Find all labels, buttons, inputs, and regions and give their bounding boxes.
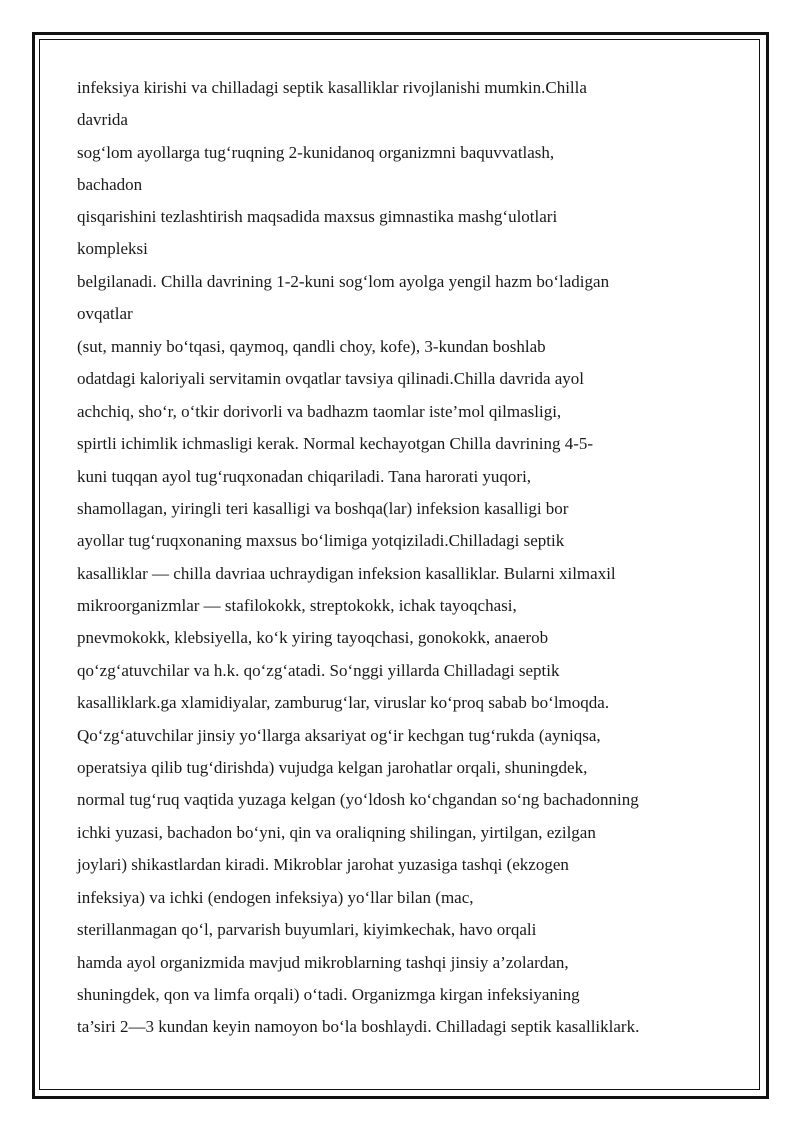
- text-line: operatsiya qilib tug‘dirishda) vujudga kelgan jarohatlar orqali, shuningdek,: [77, 758, 588, 777]
- text-line: qo‘zg‘atuvchilar va h.k. qo‘zg‘atadi. So‘nggi yillarda Chilladagi septik: [77, 661, 560, 680]
- text-line: qisqarishini tezlashtirish maqsadida maxsus gimnastika mashg‘ulotlari: [77, 207, 558, 226]
- text-line: Qo‘zg‘atuvchilar jinsiy yo‘llarga aksariyat og‘ir kechgan tug‘rukda (ayniqsa,: [77, 726, 601, 745]
- text-line: ta’siri 2—3 kundan keyin namoyon bo‘la boshlaydi. Chilladagi septik kasalliklark.: [77, 1017, 640, 1036]
- text-line: odatdagi kaloriyali servitamin ovqatlar tavsiya qilinadi.Chilla davrida ayol: [77, 369, 585, 388]
- text-line: infeksiya) va ichki (endogen infeksiya) yo‘llar bilan (mac,: [77, 888, 474, 907]
- text-line: pnevmokokk, klebsiyella, ko‘k yiring tayoqchasi, gonokokk, anaerob: [77, 628, 549, 647]
- text-line: hamda ayol organizmida mavjud mikroblarning tashqi jinsiy a’zolardan,: [77, 953, 569, 972]
- text-line: achchiq, sho‘r, o‘tkir dorivorli va badhazm taomlar iste’mol qilmasligi,: [77, 402, 562, 421]
- text-line: kompleksi: [77, 239, 148, 258]
- text-line: spirtli ichimlik ichmasligi kerak. Normal kechayotgan Chilla davrining 4-5-: [77, 434, 594, 453]
- text-line: ayollar tug‘ruqxonaning maxsus bo‘limiga yotqiziladi.Chilladagi septik: [77, 531, 565, 550]
- text-line: belgilanadi. Chilla davrining 1-2-kuni sog‘lom ayolga yengil hazm bo‘ladigan: [77, 272, 610, 291]
- text-line: davrida: [77, 110, 128, 129]
- text-line: shuningdek, qon va limfa orqali) o‘tadi. Organizmga kirgan infeksiyaning: [77, 985, 580, 1004]
- text-line: sterillanmagan qo‘l, parvarish buyumlari, kiyimkechak, havo orqali: [77, 920, 537, 939]
- text-line: bachadon: [77, 175, 143, 194]
- text-line: normal tug‘ruq vaqtida yuzaga kelgan (yo‘ldosh ko‘chgandan so‘ng bachadonning: [77, 790, 639, 809]
- text-line: kasalliklark.ga xlamidiyalar, zamburug‘lar, viruslar ko‘proq sabab bo‘lmoqda.: [77, 693, 610, 712]
- text-line: mikroorganizmlar — stafilokokk, streptokokk, ichak tayoqchasi,: [77, 596, 517, 615]
- text-line: joylari) shikastlardan kiradi. Mikroblar jarohat yuzasiga tashqi (ekzogen: [77, 855, 569, 874]
- text-line: kasalliklar — chilla davriaa uchraydigan infeksion kasalliklar. Bularni xilmaxil: [77, 564, 616, 583]
- text-line: ichki yuzasi, bachadon bo‘yni, qin va oraliqning shilingan, yirtilgan, ezilgan: [77, 823, 596, 842]
- text-line: (sut, manniy bo‘tqasi, qaymoq, qandli choy, kofe), 3-kundan boshlab: [77, 337, 546, 356]
- text-line: sog‘lom ayollarga tug‘ruqning 2-kunidanoq organizmni baquvvatlash,: [77, 143, 555, 162]
- text-line: infeksiya kirishi va chilladagi septik kasalliklar rivojlanishi mumkin.Chilla: [77, 78, 587, 97]
- text-line: shamollagan, yiringli teri kasalligi va boshqa(lar) infeksion kasalligi bor: [77, 499, 569, 518]
- text-line: ovqatlar: [77, 304, 133, 323]
- text-line: kuni tuqqan ayol tug‘ruqxonadan chiqariladi. Tana harorati yuqori,: [77, 467, 532, 486]
